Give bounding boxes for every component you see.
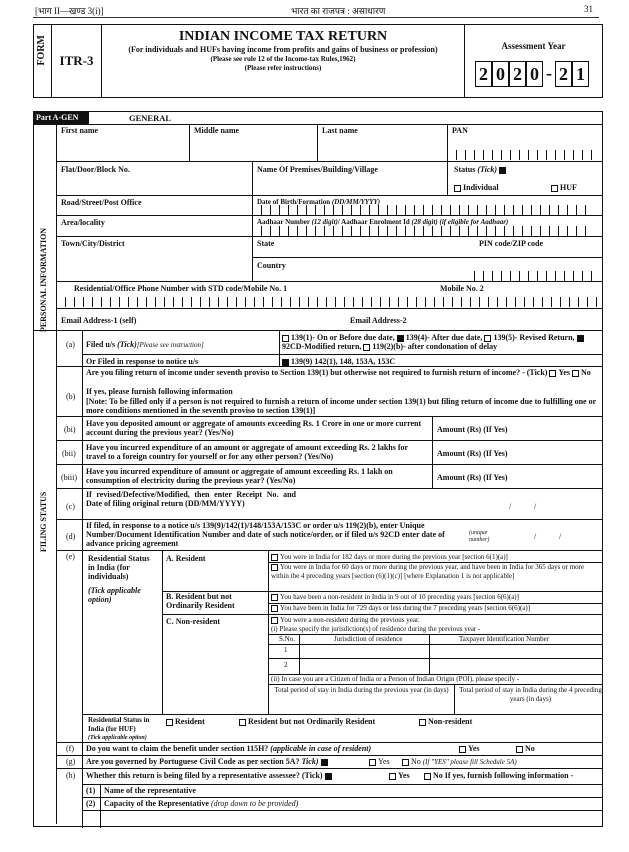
huf-checkbox[interactable]: HUF xyxy=(551,183,577,192)
section-label: [भाग II—खण्ड 3(i)] xyxy=(35,6,104,16)
115h-yes[interactable]: Yes xyxy=(459,744,480,753)
assessment-year-value xyxy=(475,61,589,87)
travel-question: Have you incurred expenditure of an amount or aggregate of amount exceeding Rs. 2 lakhs for travel to a foreign country for yourself or for any other person? (Yes/No) xyxy=(86,443,408,461)
phone-input[interactable] xyxy=(56,297,605,307)
country-label: Country xyxy=(257,261,286,270)
year-digit: 2 xyxy=(555,61,572,87)
mobile2-label: Mobile No. 2 xyxy=(440,284,484,293)
rnor-condition-2[interactable]: You have been in India for 729 days or less during the 7 preceding years [section 6(6)(a)] xyxy=(271,604,601,613)
residential-status-heading: Residential Status in India (for individuals) xyxy=(88,554,150,581)
pin-input[interactable] xyxy=(474,271,600,281)
assessment-year xyxy=(465,25,602,97)
rnor-condition-1[interactable]: You have been a non-resident in India in 9 out of 10 preceding years [section 6(6)(a)] xyxy=(271,593,601,602)
phone-label: Residential/Office Phone Number with STD code/Mobile No. 1 xyxy=(74,284,288,293)
portuguese-yes[interactable]: Yes xyxy=(369,757,390,766)
part-heading: GENERAL xyxy=(129,113,172,123)
aadhaar-input[interactable] xyxy=(252,226,594,236)
representative-no[interactable]: No If yes, furnish following information - xyxy=(424,771,573,780)
road-label: Road/Street/Post Office xyxy=(61,198,142,207)
email2-label: Email Address-2 xyxy=(350,316,407,325)
citizen-instruction: (ii) In case you are a Citizen of India or a Person of Indian Origin (POI), please specify - xyxy=(271,675,520,683)
portuguese-no[interactable]: No (If "YES" please fill Schedule 5A) xyxy=(402,757,517,767)
status-label: Status (Tick) xyxy=(454,165,508,174)
personal-info-label: PERSONAL INFORMATION xyxy=(39,227,48,332)
filing-status-label: FILING STATUS xyxy=(39,491,48,552)
electricity-question: Have you incurred expenditure of amount or aggregate of amount exceeding Rs. 1 lakh on consumption of electricity during the previous year? (Yes/No) xyxy=(86,467,393,485)
form-title: INDIAN INCOME TAX RETURN xyxy=(178,29,388,44)
form-label: FORM xyxy=(34,25,52,97)
filing-section-options[interactable]: 139(1)- On or Before due date, 139(4)- After due date, 139(5)- Revised Return, 92CD-Modified return, 119(2)(b)- after condonation of delay xyxy=(282,333,604,351)
premises-label: Name Of Premises/Building/Village xyxy=(257,165,378,174)
aadhaar-label: Aadhaar Number (12 digit)/ Aadhaar Enrolment Id (28 digit) (if eligible for Aadhaar) xyxy=(257,218,509,226)
huf-non-resident-option[interactable]: Non-resident xyxy=(419,717,472,726)
biii-number: (biii) xyxy=(61,473,77,482)
date-slash: / xyxy=(559,532,562,541)
resident-condition-2[interactable]: You were in India for 60 days or more during the previous year, and have been in India for 365 days or more within the 4 preceding years [section (6)(1)(c)] [where Explanation 1 is not applicable] xyxy=(271,563,585,580)
year-digit: 1 xyxy=(572,61,589,87)
notice-options[interactable]: 139(9) 142(1), 148, 153A, 153C xyxy=(282,357,395,366)
date-slash: / xyxy=(509,502,512,511)
middle-name-label: Middle name xyxy=(194,126,240,135)
resident-condition-1[interactable]: You were in India for 182 days or more during the previous year [section 6(1)(a)] xyxy=(271,553,601,562)
rule-note: (Please see rule 12 of the Income-tax Rules,1962) xyxy=(210,55,356,63)
electricity-amount-label: Amount (Rs) (If Yes) xyxy=(437,473,508,482)
year-dash: - xyxy=(546,63,552,83)
h-number: (h) xyxy=(66,771,76,780)
email1-label: Email Address-1 (self) xyxy=(61,316,137,325)
huf-status-heading: Residential Status in India (for HUF) xyxy=(88,716,150,733)
non-resident-condition[interactable]: You were a non-resident during the previous year. xyxy=(271,616,420,625)
representative-question: Whether this return is being filed by a representative assessee? (Tick) xyxy=(86,771,334,780)
pan-label: PAN xyxy=(452,126,468,135)
row-number: 2 xyxy=(284,661,288,669)
deposit-question: Have you deposited amount or aggregate of amounts exceeding Rs. 1 Crore in one or more current account during the previous year? (Yes/No) xyxy=(86,419,422,437)
area-label: Area/locality xyxy=(61,218,105,227)
tin-header: Taxpayer Identification Number xyxy=(459,635,550,643)
pan-input[interactable] xyxy=(447,150,600,160)
part-label: Part A-GEN xyxy=(34,112,89,124)
stay-preceding-years-label: Total period of stay in India during the 4 preceding years (in days) xyxy=(459,686,602,703)
dob-label: Date of Birth/Formation (DD/MM/YYYY) xyxy=(257,198,381,206)
town-label: Town/City/District xyxy=(61,239,125,248)
b-number: (b) xyxy=(66,392,76,401)
year-digit: 0 xyxy=(492,61,509,87)
state-label: State xyxy=(257,239,275,248)
assessment-year-label: Assessment Year xyxy=(501,41,566,51)
date-slash: / xyxy=(534,502,537,511)
huf-tick-note: (Tick applicable option) xyxy=(88,735,147,741)
f-number: (f) xyxy=(66,744,74,753)
filed-us-label: Filed u/s (Tick)[Please see instruction] xyxy=(86,340,204,349)
seventh-proviso-note: [Note: To be filled only if a person is not required to furnish a return of income under section 139(1) but filing return of income due to fulfilling one or more conditions mentioned in the seventh proviso to section 139(1)] xyxy=(86,397,597,415)
115h-question: Do you want to claim the benefit under section 115H? (applicable in case of resident) xyxy=(86,744,372,753)
instruction-note: (Please refer instructions) xyxy=(244,64,322,72)
residential-tick-note: (Tick applicable option) xyxy=(88,586,141,604)
pin-label: PIN code/ZIP code xyxy=(479,239,543,248)
bii-number: (bii) xyxy=(62,449,76,458)
first-name-label: First name xyxy=(61,126,99,135)
notice-order-question: If filed, in response to a notice u/s 139(9)/142(1)/148/153A/153C or order u/s 119(2)(b), enter Unique Number/Document Identification Number and date of such notice/order, or if filed u/s 92CD enter date of advance pricing agreement xyxy=(86,521,445,548)
deposit-amount-label: Amount (Rs) (If Yes) xyxy=(437,425,508,434)
year-digit: 2 xyxy=(509,61,526,87)
date-slash: / xyxy=(534,532,537,541)
portuguese-code-question: Are you governed by Portuguese Civil Code as per section 5A? Tick) xyxy=(86,757,330,766)
gazette-title: भारत का राजपत्र : असाधारण xyxy=(291,6,386,16)
notice-label: Or Filed in response to notice u/s xyxy=(86,357,199,366)
d-number: (d) xyxy=(66,532,76,541)
title-block xyxy=(102,25,465,97)
gazette-header xyxy=(33,4,599,18)
h2-number: (2) xyxy=(86,799,96,808)
representative-capacity-label: Capacity of the Representative (drop down to be provided) xyxy=(104,799,299,808)
revised-question: If revised/Defective/Modified, then enter Receipt No. and Date of filing original return (DD/MM/YYYY) xyxy=(86,490,296,508)
itr-number: ITR-3 xyxy=(52,25,102,97)
flat-label: Flat/Door/Block No. xyxy=(61,165,130,174)
representative-name-label: Name of the representative xyxy=(104,786,196,795)
seventh-proviso-question: Are you filing return of income under seventh proviso to Section 139(1) but otherwise not required to furnish return of income? - (Tick) Yes No xyxy=(86,368,591,377)
sno-header: S.No. xyxy=(279,635,295,643)
form-title-box xyxy=(33,24,603,98)
jurisdiction-header: Jurisdiction of residence xyxy=(334,635,403,643)
seventh-proviso-if: If yes, please furnish following information xyxy=(86,387,233,396)
rnor-option[interactable]: B. Resident but not Ordinarily Resident xyxy=(166,592,235,610)
g-number: (g) xyxy=(66,757,76,766)
huf-rnor-option[interactable]: Resident but not Ordinarily Resident xyxy=(239,717,375,726)
last-name-label: Last name xyxy=(322,126,358,135)
form-subtitle: (For individuals and HUFs having income from profits and gains of business or profession) xyxy=(128,45,438,54)
bi-number: (bi) xyxy=(64,425,76,434)
page-number: 31 xyxy=(584,4,593,14)
individual-checkbox[interactable]: Individual xyxy=(454,183,499,192)
year-digit: 2 xyxy=(475,61,492,87)
huf-resident-option[interactable]: Resident xyxy=(166,717,205,726)
stay-previous-year-label: Total period of stay in India during the previous year (in days) xyxy=(274,686,449,694)
e-number: (e) xyxy=(66,552,75,561)
h1-number: (1) xyxy=(86,786,96,795)
resident-option[interactable]: A. Resident xyxy=(166,554,206,563)
year-digit: 0 xyxy=(526,61,543,87)
part-a-gen xyxy=(33,111,603,827)
non-resident-option[interactable]: C. Non-resident xyxy=(166,617,221,626)
115h-no[interactable]: No xyxy=(516,744,535,753)
jurisdiction-instruction: (i) Please specify the jurisdiction(s) of residence during the previous year - xyxy=(271,625,481,633)
a-number: (a) xyxy=(66,340,75,349)
dob-input[interactable] xyxy=(252,205,594,215)
travel-amount-label: Amount (Rs) (If Yes) xyxy=(437,449,508,458)
representative-yes[interactable]: Yes xyxy=(389,771,410,780)
c-number: (c) xyxy=(66,502,75,511)
unique-number-label: (unique number) xyxy=(469,530,490,543)
row-number: 1 xyxy=(284,646,288,654)
